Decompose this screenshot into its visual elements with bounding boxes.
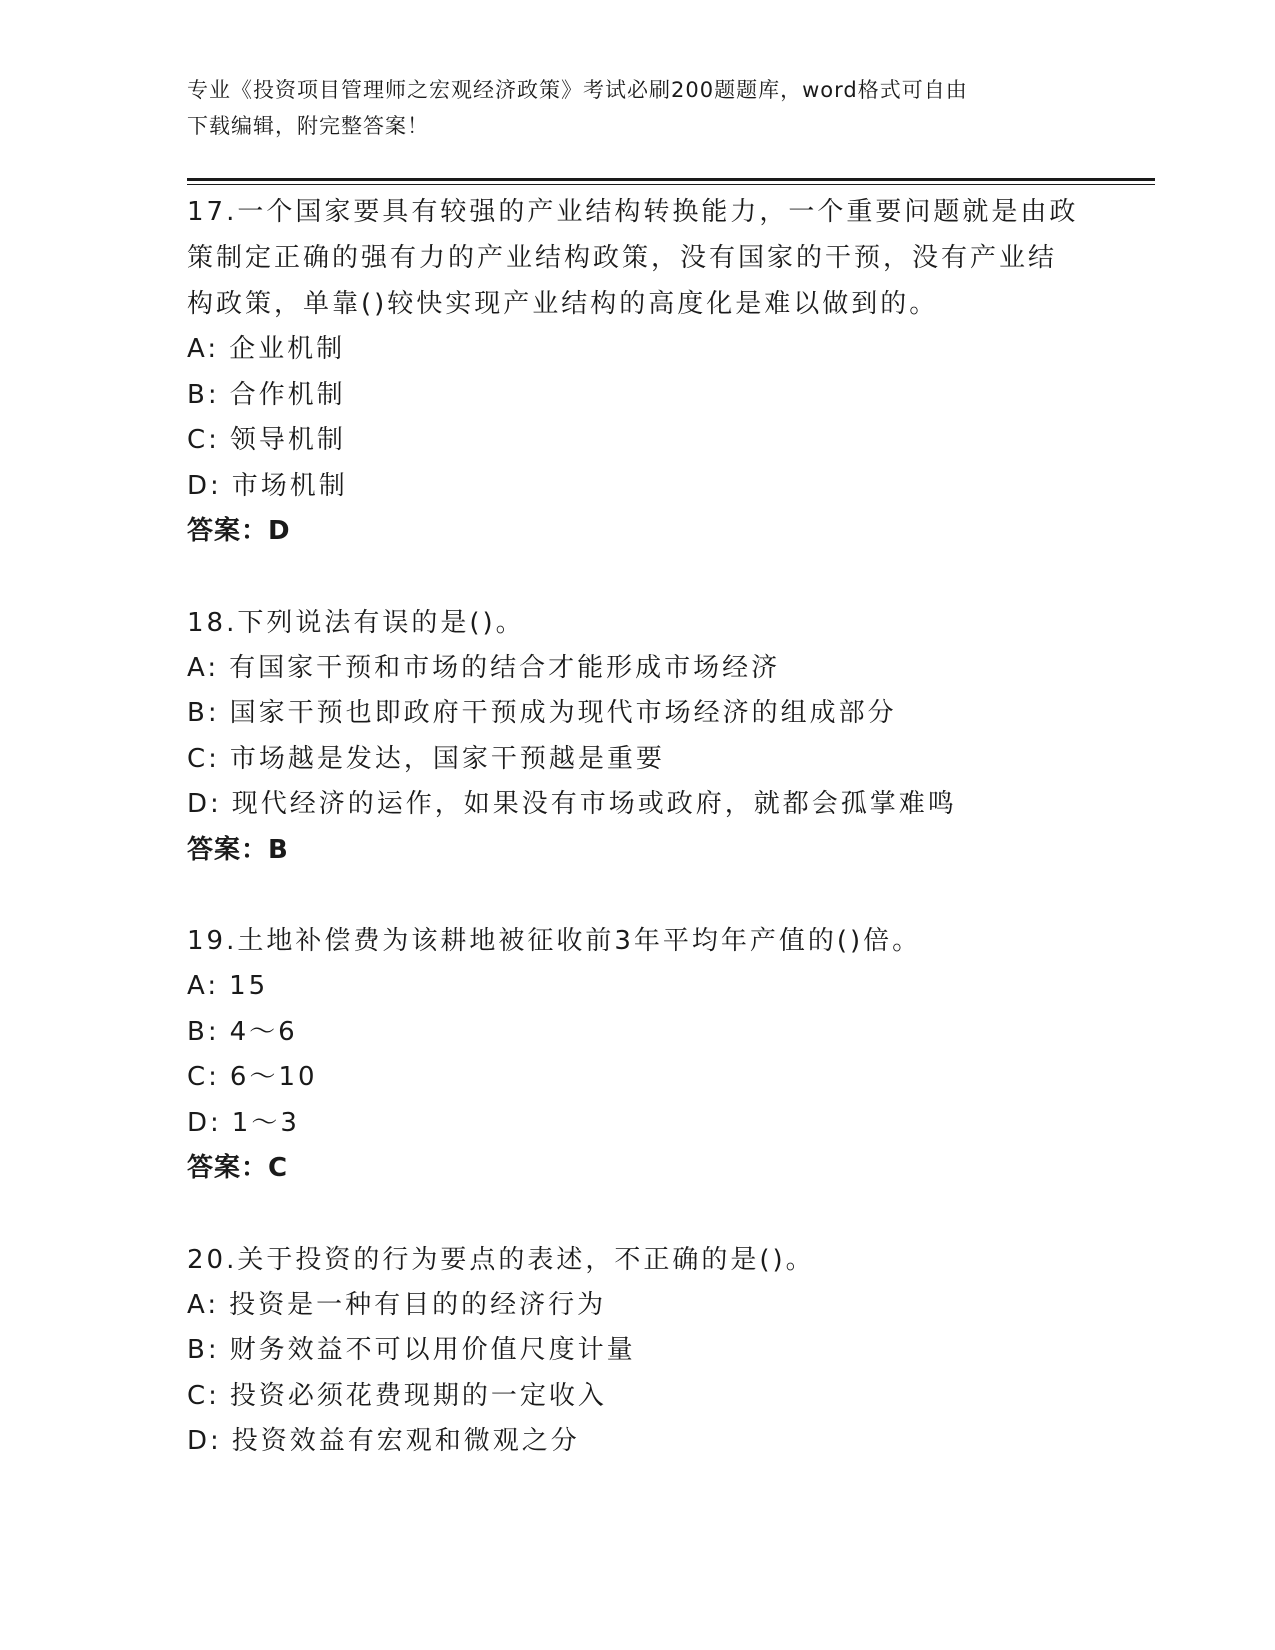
option-a	[187, 1283, 1087, 1329]
option-letter: B:	[187, 1016, 220, 1047]
answer-label: 答案：D	[187, 516, 291, 546]
header-divider-thin	[187, 184, 1155, 185]
option-letter: B:	[187, 1335, 220, 1365]
option-text: 投资效益有宏观和微观之分	[231, 1426, 580, 1456]
option-letter: D:	[187, 789, 222, 819]
option-c	[187, 1055, 1087, 1101]
option-a	[187, 327, 1087, 373]
option-text: 企业机制	[229, 334, 346, 364]
option-letter: C:	[187, 743, 220, 774]
question-stem	[187, 600, 1087, 646]
question-stem-line: 19.土地补偿费为该耕地被征收前3年平均年产值的()倍。	[187, 926, 922, 956]
option-letter: A:	[187, 652, 220, 683]
question-spacer	[187, 873, 1087, 918]
option-letter: B:	[187, 698, 220, 728]
answer-label: 答案：B	[187, 834, 289, 865]
option-letter: D:	[187, 1426, 222, 1456]
question-stem-line: 策制定正确的强有力的产业结构政策，没有国家的干预，没有产业结	[187, 243, 1058, 273]
option-text: 领导机制	[229, 425, 346, 455]
option-text: 合作机制	[229, 379, 346, 410]
question-stem-line: 20.关于投资的行为要点的表述，不正确的是()。	[187, 1244, 815, 1275]
option-letter: B:	[187, 379, 220, 410]
option-b	[187, 1010, 1087, 1056]
question-19	[187, 918, 1087, 1192]
option-c	[187, 737, 1087, 783]
option-d	[187, 464, 1087, 510]
option-b	[187, 691, 1087, 737]
option-d	[187, 1419, 1087, 1465]
question-17	[187, 189, 1087, 555]
question-18	[187, 600, 1087, 874]
option-text: 6～10	[229, 1062, 318, 1092]
option-text: 投资是一种有目的的经济行为	[229, 1289, 607, 1320]
option-c	[187, 1374, 1087, 1420]
option-b	[187, 1328, 1087, 1374]
question-stem-line: 17.一个国家要具有较强的产业结构转换能力，一个重要问题就是由政	[187, 197, 1079, 227]
option-letter: A:	[187, 971, 220, 1001]
question-spacer	[187, 555, 1087, 600]
question-20	[187, 1237, 1087, 1465]
option-text: 1～3	[231, 1107, 300, 1138]
header-divider-thick	[187, 178, 1155, 181]
question-stem	[187, 918, 1087, 964]
option-b	[187, 373, 1087, 419]
option-letter: D:	[187, 1107, 222, 1138]
answer-label: 答案：C	[187, 1153, 289, 1183]
option-letter: A:	[187, 334, 220, 364]
option-d	[187, 782, 1087, 828]
option-text: 4～6	[229, 1016, 298, 1047]
option-text: 市场越是发达，国家干预越是重要	[229, 743, 665, 774]
question-list	[187, 189, 1087, 1465]
option-text: 15	[229, 971, 269, 1001]
question-stem	[187, 189, 1087, 327]
option-text: 国家干预也即政府干预成为现代市场经济的组成部分	[229, 698, 897, 728]
document-header	[187, 72, 1087, 144]
option-d	[187, 1101, 1087, 1147]
option-text: 投资必须花费现期的一定收入	[229, 1380, 607, 1411]
question-stem	[187, 1237, 1087, 1283]
option-a	[187, 964, 1087, 1010]
option-text: 财务效益不可以用价值尺度计量	[229, 1335, 636, 1365]
option-letter: A:	[187, 1289, 220, 1320]
option-letter: D:	[187, 470, 222, 501]
question-stem-line: 构政策，单靠()较快实现产业结构的高度化是难以做到的。	[187, 289, 939, 319]
header-line-2: 下载编辑，附完整答案！	[187, 114, 429, 138]
question-spacer	[187, 1192, 1087, 1237]
option-letter: C:	[187, 425, 220, 455]
option-c	[187, 418, 1087, 464]
option-letter: C:	[187, 1062, 220, 1092]
option-text: 有国家干预和市场的结合才能形成市场经济	[229, 652, 781, 683]
option-text: 现代经济的运作，如果没有市场或政府，就都会孤掌难鸣	[231, 789, 957, 819]
option-letter: C:	[187, 1380, 220, 1411]
option-a	[187, 646, 1087, 692]
option-text: 市场机制	[231, 470, 348, 501]
header-line-1: 专业《投资项目管理师之宏观经济政策》考试必刷200题题库，word格式可自由	[187, 78, 968, 102]
question-stem-line: 18.下列说法有误的是()。	[187, 607, 525, 638]
